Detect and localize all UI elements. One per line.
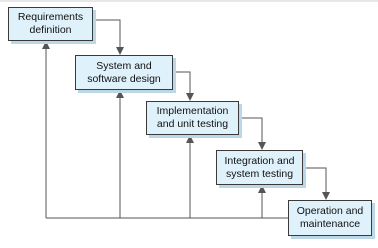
stage-label-line1: Operation and: [296, 205, 364, 217]
arrow-integration-to-operation: [303, 168, 326, 199]
stage-label-line1: Integration and: [224, 154, 295, 167]
stage-label-line1: System and: [96, 59, 152, 72]
stage-system-software-design: [75, 55, 173, 90]
stage-label-line2: and unit testing: [156, 118, 229, 130]
stage-label-line2: system testing: [225, 167, 294, 180]
stage-requirements-definition: [8, 7, 93, 41]
stage-label-line2: definition: [29, 24, 72, 36]
arrow-requirements-to-design: [93, 20, 120, 54]
arrow-implementation-to-integration: [239, 118, 262, 149]
stage-label-line1: Implementation: [156, 105, 229, 117]
stage-integration-system-testing: [216, 150, 303, 185]
arrow-design-to-implementation: [173, 72, 190, 100]
stage-label-line2: software design: [87, 72, 161, 85]
stage-label-line2: maintenance: [299, 218, 361, 230]
stage-label-line1: Requirements: [17, 11, 84, 23]
stage-operation-maintenance: [288, 200, 372, 236]
stage-implementation-unit-testing: [146, 101, 239, 135]
